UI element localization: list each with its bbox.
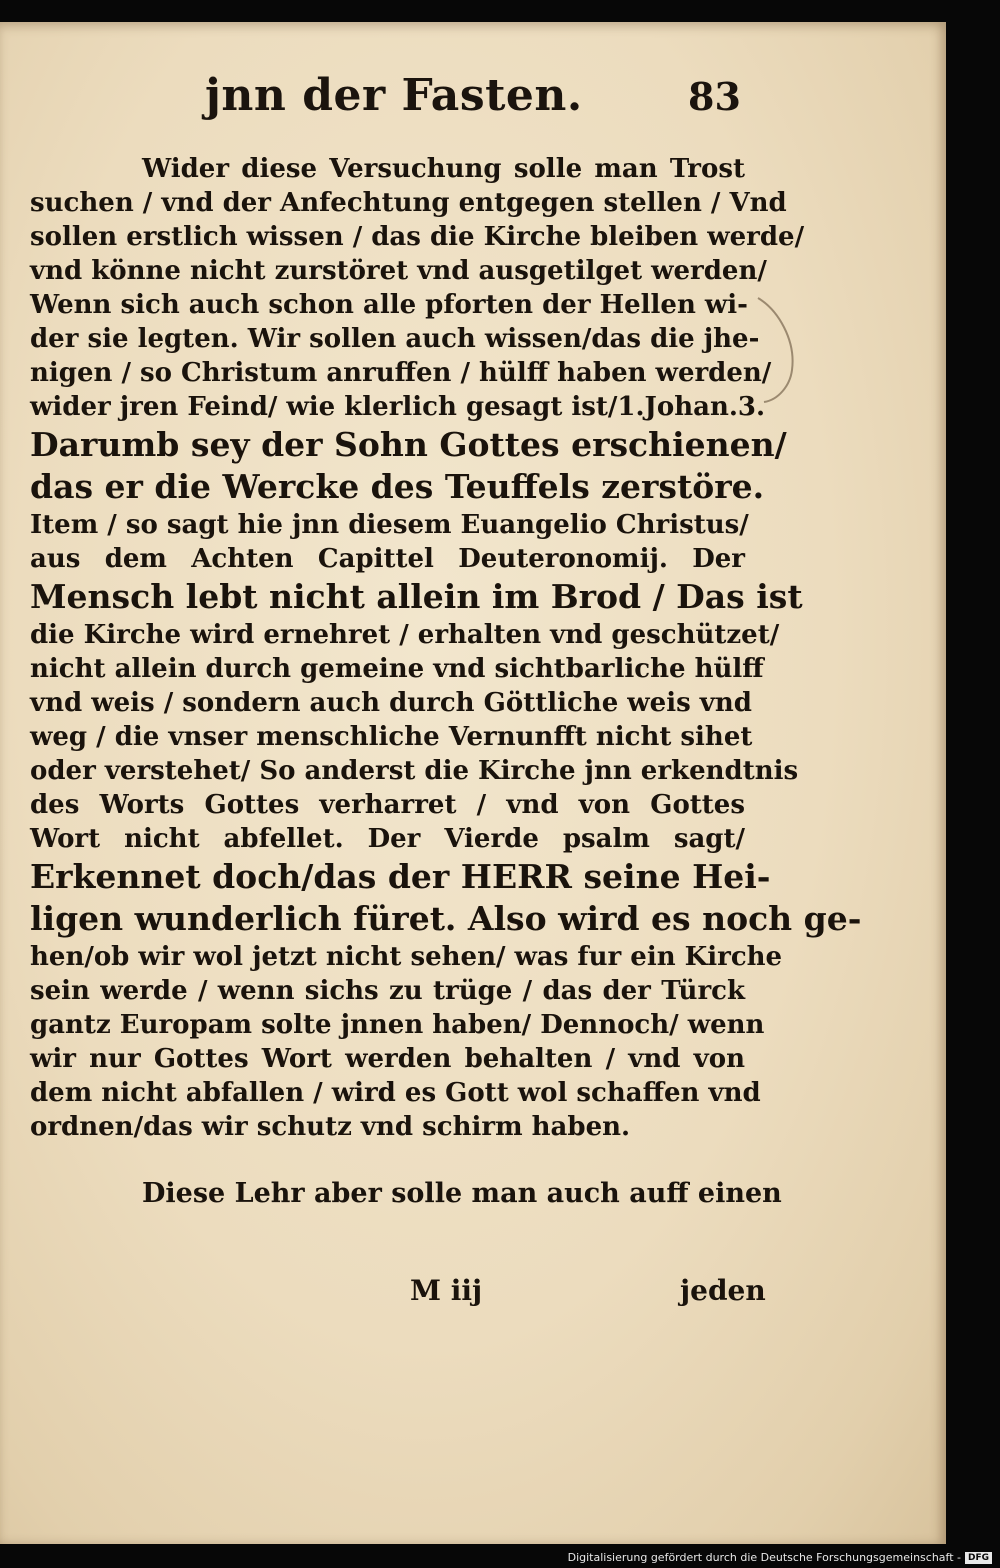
scripture-quote-line: Mensch lebt nicht allein im Brod / Das ist <box>30 577 803 616</box>
scripture-quote-line: Erkennet doch/das der HERR seine Hei- <box>30 857 771 896</box>
text-line: sein werde / wenn sichs zu trüge / das der Türck <box>30 976 745 1006</box>
text-line: des Worts Gottes verharret / vnd von Gottes <box>30 790 745 820</box>
dfg-logo-icon: DFG <box>965 1552 992 1564</box>
text-line: sollen erstlich wissen / das die Kirche bleiben werde/ <box>30 222 805 252</box>
text-line: der sie legten. Wir sollen auch wissen/das die jhe- <box>30 324 760 354</box>
text-line: hen/ob wir wol jetzt nicht sehen/ was fur ein Kirche <box>30 942 783 972</box>
text-line: aus dem Achten Capittel Deuteronomij. Der <box>30 544 745 574</box>
text-line: vnd könne nicht zurstöret vnd ausgetilget werden/ <box>30 256 767 286</box>
text-line: nigen / so Christum anruffen / hülff haben werden/ <box>30 358 772 388</box>
text-line: Item / so sagt hie jnn diesem Euangelio Christus/ <box>30 510 749 540</box>
text-line: weg / die vnser menschliche Vernunfft nicht sihet <box>30 722 753 752</box>
text-line: wir nur Gottes Wort werden behalten / vnd von <box>30 1044 745 1074</box>
paragraph-gap <box>30 1144 745 1174</box>
page-number: 83 <box>688 74 741 119</box>
last-paragraph-line: Diese Lehr aber solle man auch auff einen <box>142 1178 782 1209</box>
text-line: Wenn sich auch schon alle pforten der Hellen wi- <box>30 290 748 320</box>
footer-credit: Digitalisierung gefördert durch die Deutsche Forschungsgemeinschaft - <box>567 1551 961 1564</box>
text-line: wider jren Feind/ wie klerlich gesagt ist/1.Johan.3. <box>30 392 766 422</box>
text-line: oder verstehet/ So anderst die Kirche jnn erkendtnis <box>30 756 799 786</box>
page-header <box>0 70 946 140</box>
digitization-footer <box>568 1551 992 1564</box>
text-line: vnd weis / sondern auch durch Göttliche weis vnd <box>30 688 752 718</box>
body-text <box>30 152 862 1214</box>
scripture-quote-line: das er die Wercke des Teuffels zerstöre. <box>30 467 765 506</box>
text-line: die Kirche wird ernehret / erhalten vnd geschützet/ <box>30 620 780 650</box>
scripture-quote-line: Darumb sey der Sohn Gottes erschienen/ <box>30 425 787 464</box>
text-line: nicht allein durch gemeine vnd sichtbarliche hülff <box>30 654 764 684</box>
signature-mark: M iij <box>410 1274 483 1307</box>
running-head: jnn der Fasten. <box>205 70 583 121</box>
text-line: ordnen/das wir schutz vnd schirm haben. <box>30 1112 631 1142</box>
book-page <box>0 22 946 1544</box>
margin-bracket-mark <box>748 290 808 410</box>
text-line: dem nicht abfallen / wird es Gott wol schaffen vnd <box>30 1078 761 1108</box>
text-line: gantz Europam solte jnnen haben/ Dennoch/ wenn <box>30 1010 765 1040</box>
text-line: suchen / vnd der Anfechtung entgegen stellen / Vnd <box>30 188 787 218</box>
catchword: jeden <box>680 1274 766 1307</box>
text-line: Wort nicht abfellet. Der Vierde psalm sagt/ <box>30 824 745 854</box>
scripture-quote-line: ligen wunderlich füret. Also wird es noch ge- <box>30 899 862 938</box>
text-line: Wider diese Versuchung solle man Trost <box>142 154 745 184</box>
